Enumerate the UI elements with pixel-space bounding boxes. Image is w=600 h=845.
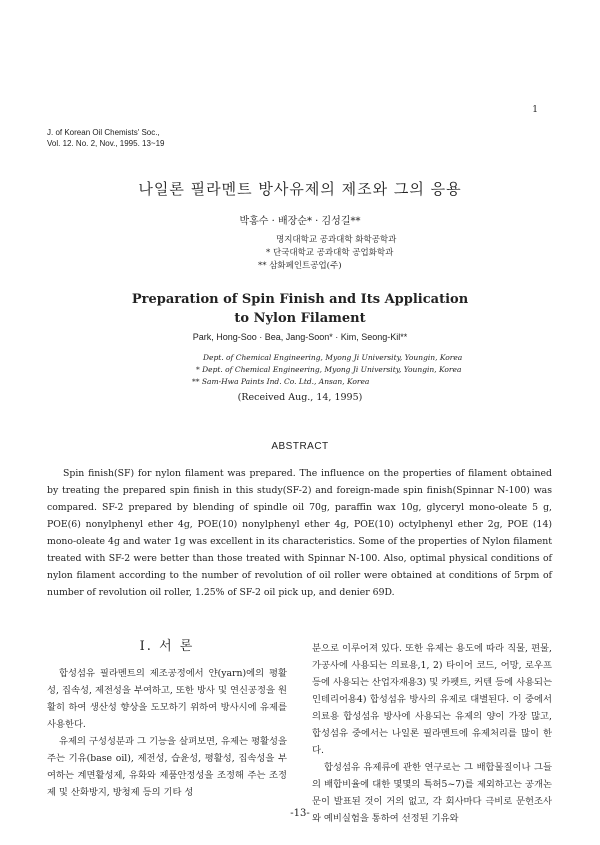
korean-affiliation-2: * 단국대학교 공과대학 공업화학과 [266,248,394,258]
page-footer-number: -13- [290,808,310,819]
english-authors: Park, Hong-Soo · Bea, Jang-Soon* · Kim, Seong-Kil** [192,332,408,342]
received-date: (Received Aug., 14, 1995) [237,392,363,403]
korean-affiliation-1: 명지대학교 공과대학 화학공학과 [276,235,397,245]
korean-title: 나일론 필라멘트 방사유제의 제조와 그의 응용 [138,180,462,198]
abstract-heading: ABSTRACT [271,441,329,452]
english-affiliation-2: * Dept. of Chemical Engineering, Myong Ji University, Youngin, Korea [196,365,462,374]
left-column [47,665,287,801]
journal-line-2: Vol. 12. No. 2, Nov., 1995. 13~19 [47,139,165,148]
right-column [312,640,552,827]
korean-affiliation-3: ** 삼화페인트공업(주) [258,261,342,271]
english-affiliations [192,352,462,388]
page-number: 1 [532,105,538,115]
intro-paragraph-2: 유제의 구성성분과 그 기능을 살펴보면, 유제는 평활성을 주는 기유(base oil), 제전성, 습윤성, 평활성, 집속성을 부여하는 계면활성제, 유화와 제품안정성을 조정해 주는 조정제 및 산화방지, 방청제 등의 기타 성 [47,736,287,798]
intro-paragraph-1: 합성섬유 필라멘트의 제조공정에서 얀(yarn)에의 평활성, 집속성, 제전성을 부여하고, 또한 방사 및 연신공정을 원활히 하여 생산성 향상을 도모하기 위하여 방사시에 유제를 사용한다. [47,668,287,730]
english-title [0,290,600,328]
intro-paragraph-3: 분으로 이루어져 있다. 또한 유제는 용도에 따라 직물, 편물, 가공사에 사용되는 의료용,1, 2) 타이어 코드, 어망, 로우프 등에 사용되는 산업자재용3) 및 카펫트, 커텐 등에 사용되는 인테리어용4) 합성섬유 방사의 유제로 대별된다. 이 중에서 의료용 합성섬유 방사에 사용되는 유제의 양이 가장 많고, 합성섬유 중에서는 나일론 필라멘트에 유제처리를 많이 한다. [312,643,552,756]
journal-line-1: J. of Korean Oil Chemists' Soc., [47,128,160,137]
english-title-line-2: to Nylon Filament [234,311,366,326]
journal-citation [47,127,165,149]
intro-paragraph-4: 합성섬유 유제류에 관한 연구로는 그 배합물질이나 그들의 배합비율에 대한 몇몇의 특허5~7)를 제외하고는 공개논문이 발표된 것이 거의 없고, 각 회사마다 극비로 문헌조사와 예비실험을 통하여 선정된 기유와 [312,762,552,824]
korean-authors: 박홍수 · 배장순* · 김성길** [239,216,361,227]
english-title-line-1: Preparation of Spin Finish and Its Application [131,292,469,307]
korean-affiliations [258,234,396,273]
english-affiliation-3: ** Sam-Hwa Paints Ind. Co. Ltd., Ansan, Korea [192,377,370,386]
section-title-introduction: I. 서 론 [139,639,195,654]
english-affiliation-1: Dept. of Chemical Engineering, Myong Ji University, Youngin, Korea [203,353,463,362]
abstract-body: Spin finish(SF) for nylon filament was prepared. The influence on the properties of filament obtained by treating the prepared spin finish in this study(SF-2) and foreign-made spin finish(Spinnar N-100) was compared. SF-2 prepared by blending of spindle oil 70g, paraffin wax 10g, glyceryl mono-oleate 5 g, POE(6) nonylphenyl ether 4g, POE(10) nonylphenyl ether 4g, POE(10) octylphenyl ether 2g, POE (14) mono-oleate 4g and water 1g was excellent in its characteristics. Some of the properties of Nylon filament treated with SF-2 were better than those treated with Spinnar N-100. Also, optimal physical conditions of nylon filament according to the number of revolution of oil roller were obtained at conditions of 5rpm of number of revolution oil roller, 1.25% of SF-2 oil pick up, and denier 69D. [47,468,552,598]
